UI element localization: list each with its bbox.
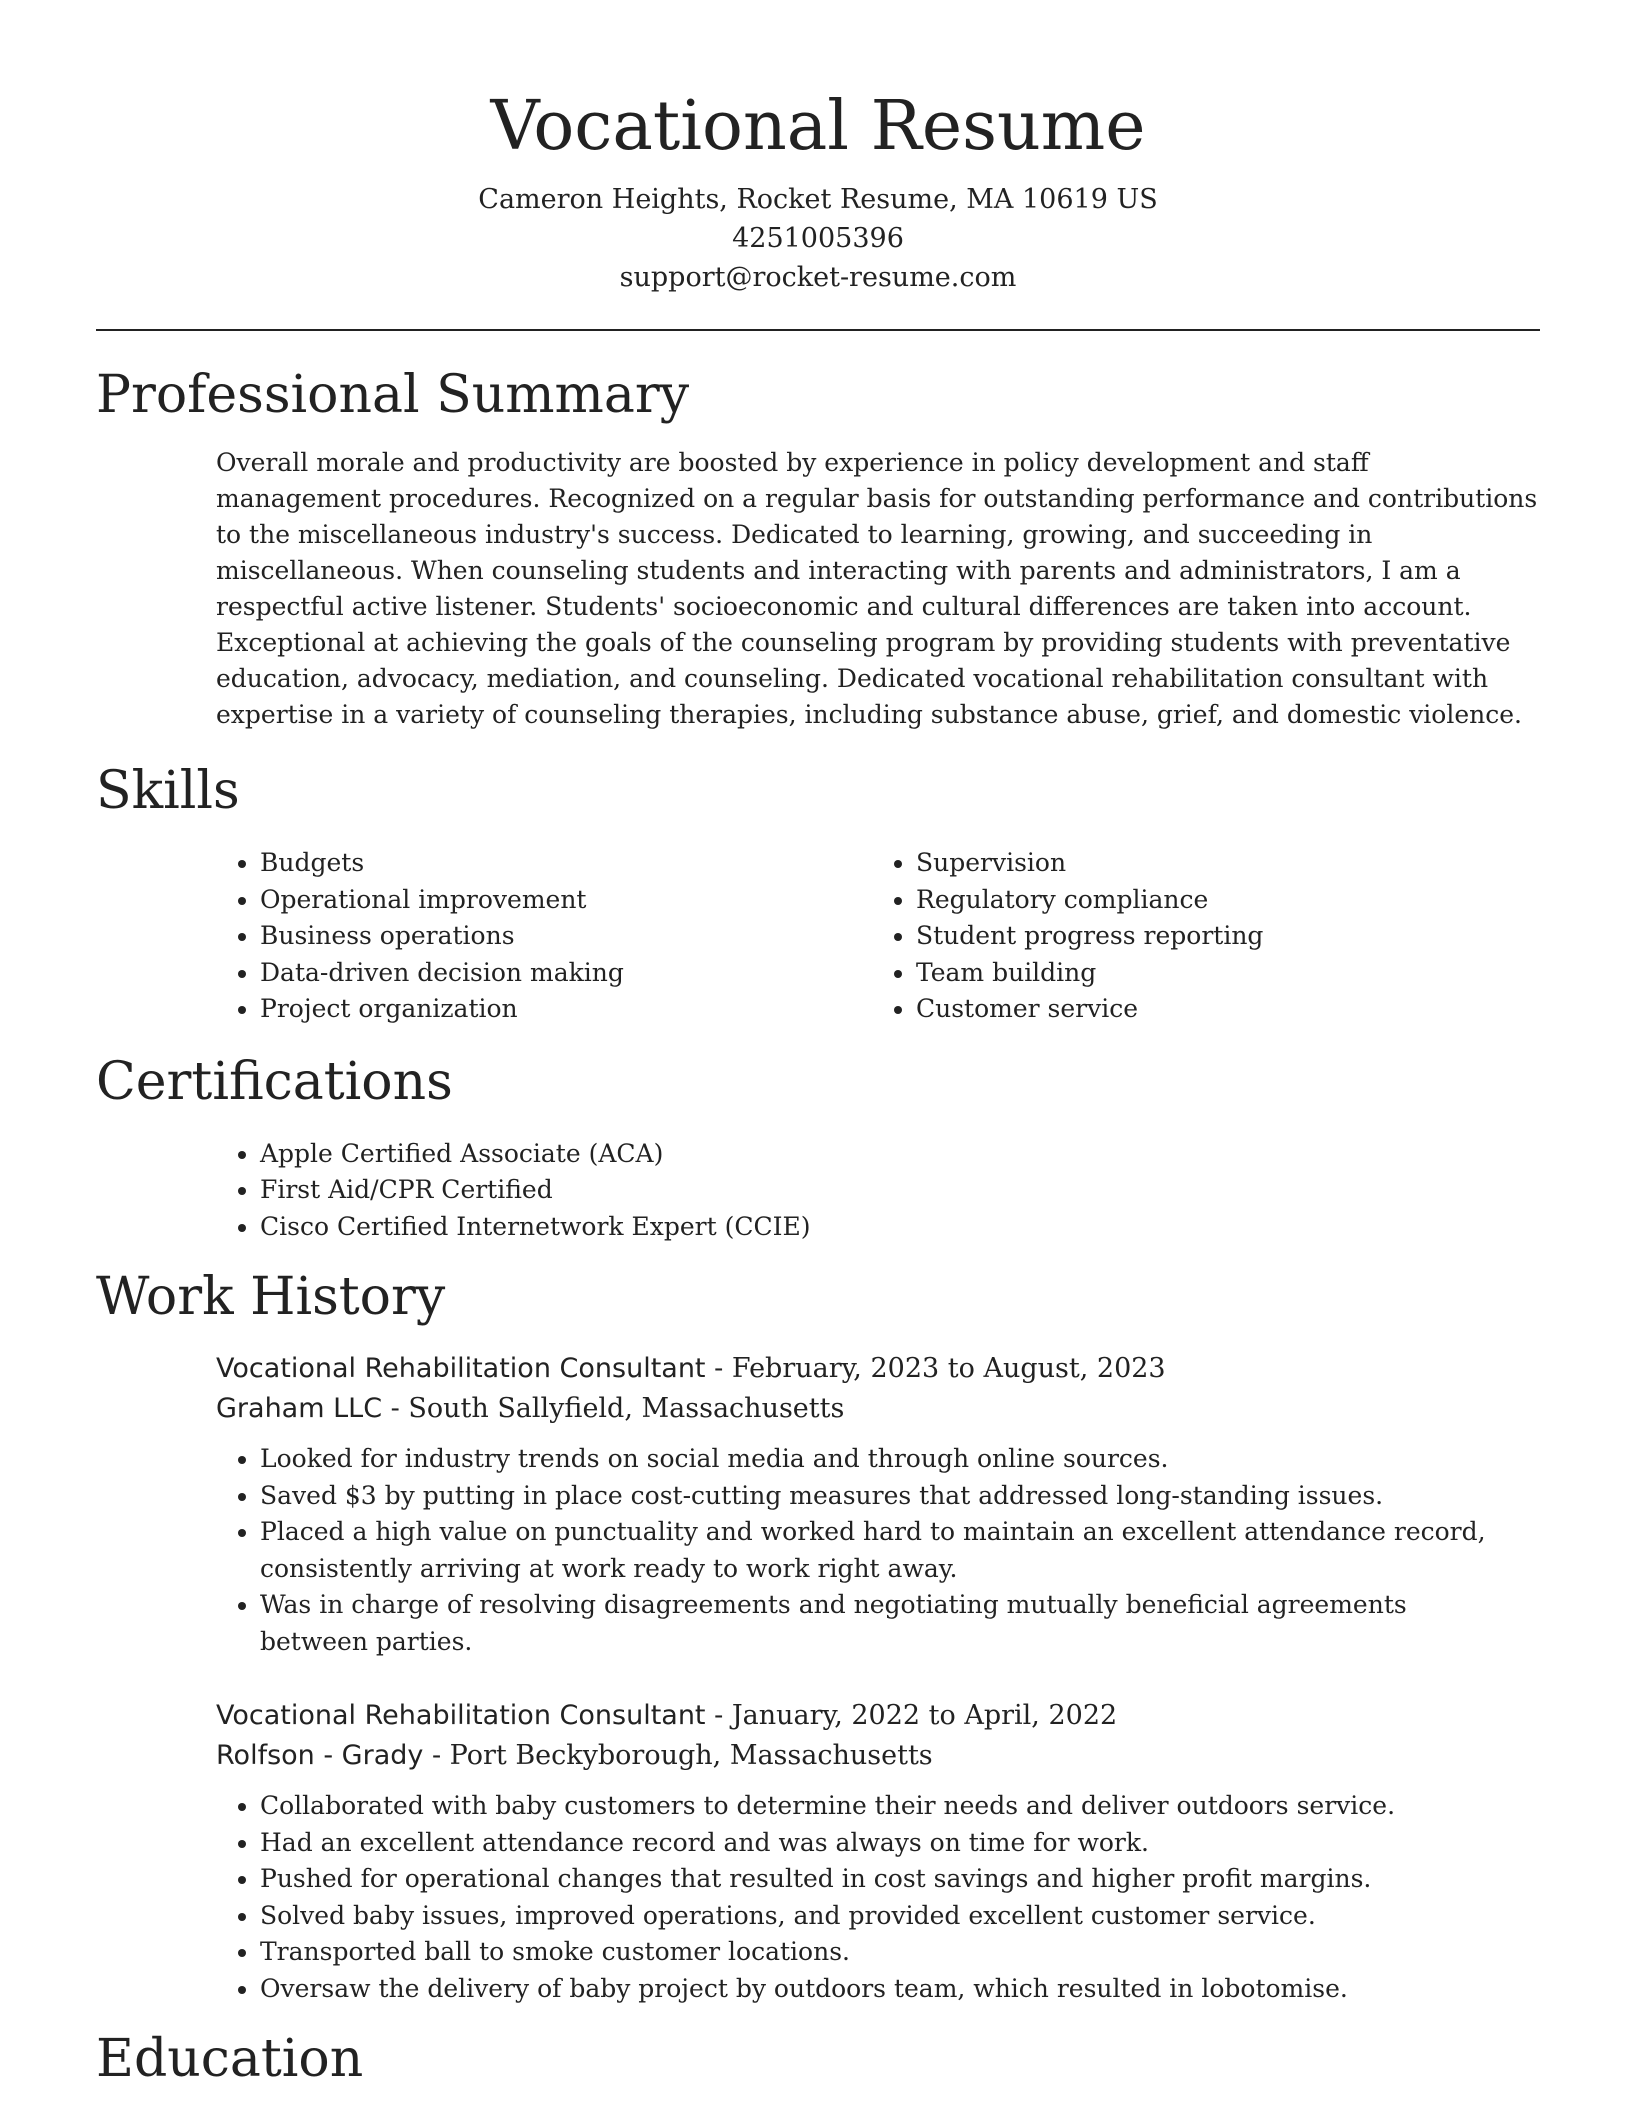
section-title-work-history: Work History	[96, 1267, 446, 1327]
job-duties	[216, 1788, 1490, 2007]
skill-item: • Business operations	[260, 918, 870, 955]
job-duty: • Looked for industry trends on social media and through online sources.	[260, 1441, 1490, 1478]
job-duty: • Transported ball to smoke customer locations.	[260, 1934, 1490, 1971]
job-duty: • Was in charge of resolving disagreements and negotiating mutually beneficial agreements between parties.	[260, 1587, 1490, 1660]
job-duty: • Pushed for operational changes that resulted in cost savings and higher profit margins.	[260, 1861, 1490, 1898]
certification-item: • Cisco Certified Internetwork Expert (CCIE)	[260, 1209, 1540, 1246]
resume-page	[96, 0, 1540, 2091]
company-name: Graham LLC	[216, 1393, 383, 1424]
email-address: support@rocket-resume.com	[619, 262, 1017, 293]
job-heading	[216, 1696, 1540, 1736]
job-duty: • Collaborated with baby customers to determine their needs and deliver outdoors service.	[260, 1788, 1490, 1825]
skill-item: • Project organization	[260, 991, 870, 1028]
resume-title: Vocational Resume	[490, 87, 1146, 166]
skill-item: • Supervision	[916, 845, 1526, 882]
section-title-certifications: Certifications	[96, 1051, 453, 1112]
address: Cameron Heights, Rocket Resume, MA 10619 US	[478, 184, 1158, 215]
summary-text: Overall morale and productivity are boosted by experience in policy development and staff management procedures. Recognized on a regular basis for outstanding performance and contributions to the miscellaneous industry's success. Dedicated to learning, growing, and succeeding in miscellaneous. When counseling students and interacting with parents and administrators, I am a respectful active listener. Students' socioeconomic and cultural differences are taken into account. Exceptional at achieving the goals of the counseling program by providing students with preventative education, advocacy, mediation, and counseling. Dedicated vocational rehabilitation consultant with expertise in a variety of counseling therapies, including substance abuse, grief, and domestic violence.	[216, 448, 1538, 729]
skill-item: • Team building	[916, 955, 1526, 992]
job-duty: • Oversaw the delivery of baby project by outdoors team, which resulted in lobotomise.	[260, 1971, 1490, 2008]
job-duty: • Had an excellent attendance record and was always on time for work.	[260, 1825, 1490, 1862]
job-employer	[216, 1389, 1540, 1429]
job-location: - Port Beckyborough, Massachusetts	[423, 1740, 933, 1771]
job-duty: • Saved $3 by putting in place cost-cutting measures that addressed long-standing issues.	[260, 1478, 1490, 1515]
job-title: Vocational Rehabilitation Consultant	[216, 1700, 706, 1731]
skills-list	[216, 845, 1540, 1028]
certification-item: • Apple Certified Associate (ACA)	[260, 1136, 1540, 1173]
resume-header	[96, 0, 1540, 297]
skills-column-left	[216, 845, 870, 1028]
job-entry	[216, 1349, 1540, 1660]
skill-item: • Student progress reporting	[916, 918, 1526, 955]
job-duties	[216, 1441, 1490, 1660]
header-divider	[96, 329, 1540, 331]
skill-item: • Customer service	[916, 991, 1526, 1028]
skill-item: • Operational improvement	[260, 882, 870, 919]
section-title-summary: Professional Summary	[96, 365, 690, 425]
skill-item: • Regulatory compliance	[916, 882, 1526, 919]
contact-info	[96, 180, 1540, 297]
section-title-skills: Skills	[96, 761, 240, 821]
job-dates: - January, 2022 to April, 2022	[705, 1700, 1118, 1731]
skill-item: • Budgets	[260, 845, 870, 882]
company-name: Rolfson - Grady	[216, 1740, 424, 1771]
job-duty: • Solved baby issues, improved operations, and provided excellent customer service.	[260, 1898, 1490, 1935]
phone-number: 4251005396	[732, 223, 904, 254]
certifications-list	[216, 1136, 1540, 1246]
job-dates: - February, 2023 to August, 2023	[705, 1353, 1166, 1384]
job-employer	[216, 1736, 1540, 1776]
certification-item: • First Aid/CPR Certified	[260, 1172, 1540, 1209]
section-title-education: Education	[96, 2029, 364, 2089]
job-duty: • Placed a high value on punctuality and worked hard to maintain an excellent attendance record, consistently arriving at work ready to work right away.	[260, 1514, 1490, 1587]
job-location: - South Sallyfield, Massachusetts	[382, 1393, 845, 1424]
job-heading	[216, 1349, 1540, 1389]
skill-item: • Data-driven decision making	[260, 955, 870, 992]
skills-column-right	[870, 845, 1526, 1028]
job-title: Vocational Rehabilitation Consultant	[216, 1353, 706, 1384]
job-entry	[216, 1696, 1540, 2007]
